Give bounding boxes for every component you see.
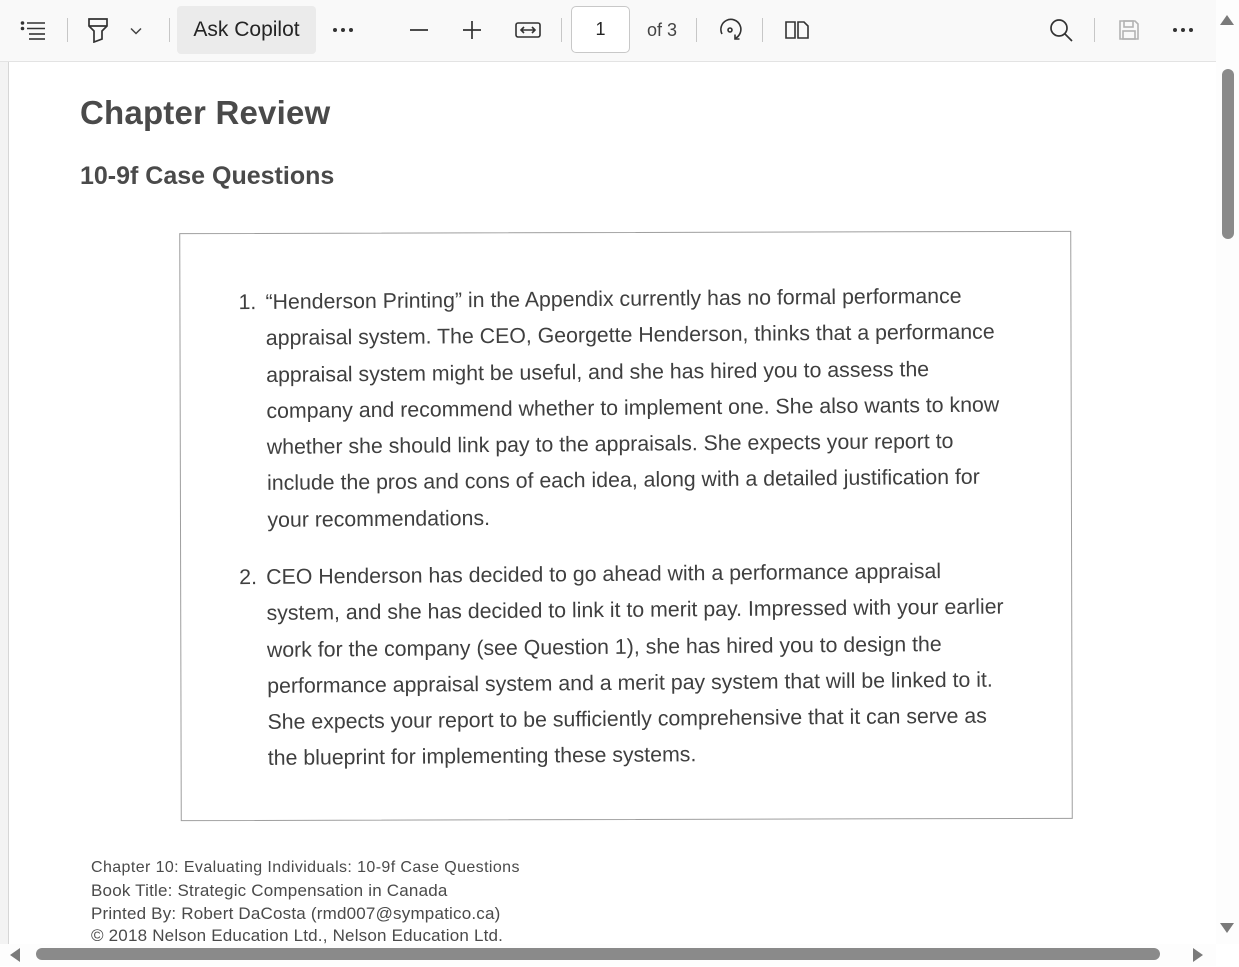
footer-chapter: Chapter 10: Evaluating Individuals: 10-9f Case Questions [91, 859, 520, 876]
toolbar-separator [696, 18, 697, 42]
search-icon[interactable] [1044, 12, 1078, 48]
question-2 [239, 552, 1068, 777]
page-total-label: of 3 [646, 19, 678, 40]
horizontal-scroll-thumb[interactable] [36, 948, 1160, 960]
rotate-icon[interactable] [712, 12, 748, 48]
vertical-scroll-thumb[interactable] [1222, 69, 1234, 239]
ellipsis-icon[interactable] [326, 12, 360, 48]
toolbar-separator [67, 18, 68, 42]
save-icon[interactable] [1112, 12, 1146, 48]
arrow-down-icon[interactable] [1220, 920, 1234, 938]
arrow-right-icon[interactable] [1193, 948, 1203, 967]
chevron-down-icon[interactable] [124, 18, 148, 44]
toolbar-separator [762, 18, 763, 42]
question-line: company and recommend whether to implement one. She also wants to know [266, 392, 1000, 423]
question-line: your recommendations. [267, 505, 491, 532]
fit-width-icon[interactable] [510, 12, 546, 48]
more-options-icon[interactable] [1166, 12, 1200, 48]
question-1 [238, 277, 1067, 538]
toolbar-separator [1094, 18, 1095, 42]
pdf-toolbar [0, 0, 1239, 62]
page-view-icon[interactable] [779, 12, 815, 48]
toolbar-separator [169, 18, 170, 42]
arrow-left-icon[interactable] [10, 948, 20, 967]
question-line: include the pros and cons of each idea, along with a detailed justification for [267, 465, 980, 496]
plus-icon[interactable] [456, 12, 488, 48]
footer-book-title: Book Title: Strategic Compensation in Canada [91, 881, 448, 900]
toolbar-separator [561, 18, 562, 42]
question-line: She expects your report to be sufficiently comprehensive that it can serve as [267, 703, 987, 735]
question-line: the blueprint for implementing these systems. [267, 742, 697, 771]
highlighter-icon[interactable] [82, 12, 114, 48]
question-line: “Henderson Printing” in the Appendix currently has no formal performance [265, 283, 962, 314]
pdf-page [8, 62, 1216, 944]
list-icon[interactable] [14, 12, 52, 48]
document-viewer[interactable] [0, 62, 1216, 944]
question-line: whether she should link pay to the appraisals. She expects your report to [266, 429, 954, 460]
ask-copilot-button[interactable]: Ask Copilot [177, 6, 316, 54]
footer-printed-by: Printed By: Robert DaCosta (rmd007@sympatico.ca) [91, 904, 501, 923]
chapter-title: Chapter Review [80, 94, 331, 131]
question-line: CEO Henderson has decided to go ahead with a performance appraisal [266, 559, 942, 589]
footer-copyright: © 2018 Nelson Education Ltd., Nelson Education Ltd. [91, 926, 504, 944]
minus-icon[interactable] [403, 12, 435, 48]
question-line: appraisal system. The CEO, Georgette Henderson, thinks that a performance [265, 319, 995, 351]
section-title: 10-9f Case Questions [80, 162, 335, 190]
case-questions-box [179, 231, 1073, 821]
question-line: appraisal system might be useful, and she has hired you to assess the [266, 356, 930, 387]
question-number: 2. [239, 565, 258, 590]
question-line: performance appraisal system and a merit pay system that will be linked to it. [267, 667, 993, 698]
question-number: 1. [238, 290, 257, 315]
question-line: work for the company (see Question 1), she has hired you to design the [266, 631, 942, 662]
page-number-input[interactable]: 1 [571, 6, 630, 53]
arrow-up-icon[interactable] [1220, 12, 1234, 30]
question-line: system, and she has decided to link it to merit pay. Impressed with your earlier [266, 594, 1004, 626]
